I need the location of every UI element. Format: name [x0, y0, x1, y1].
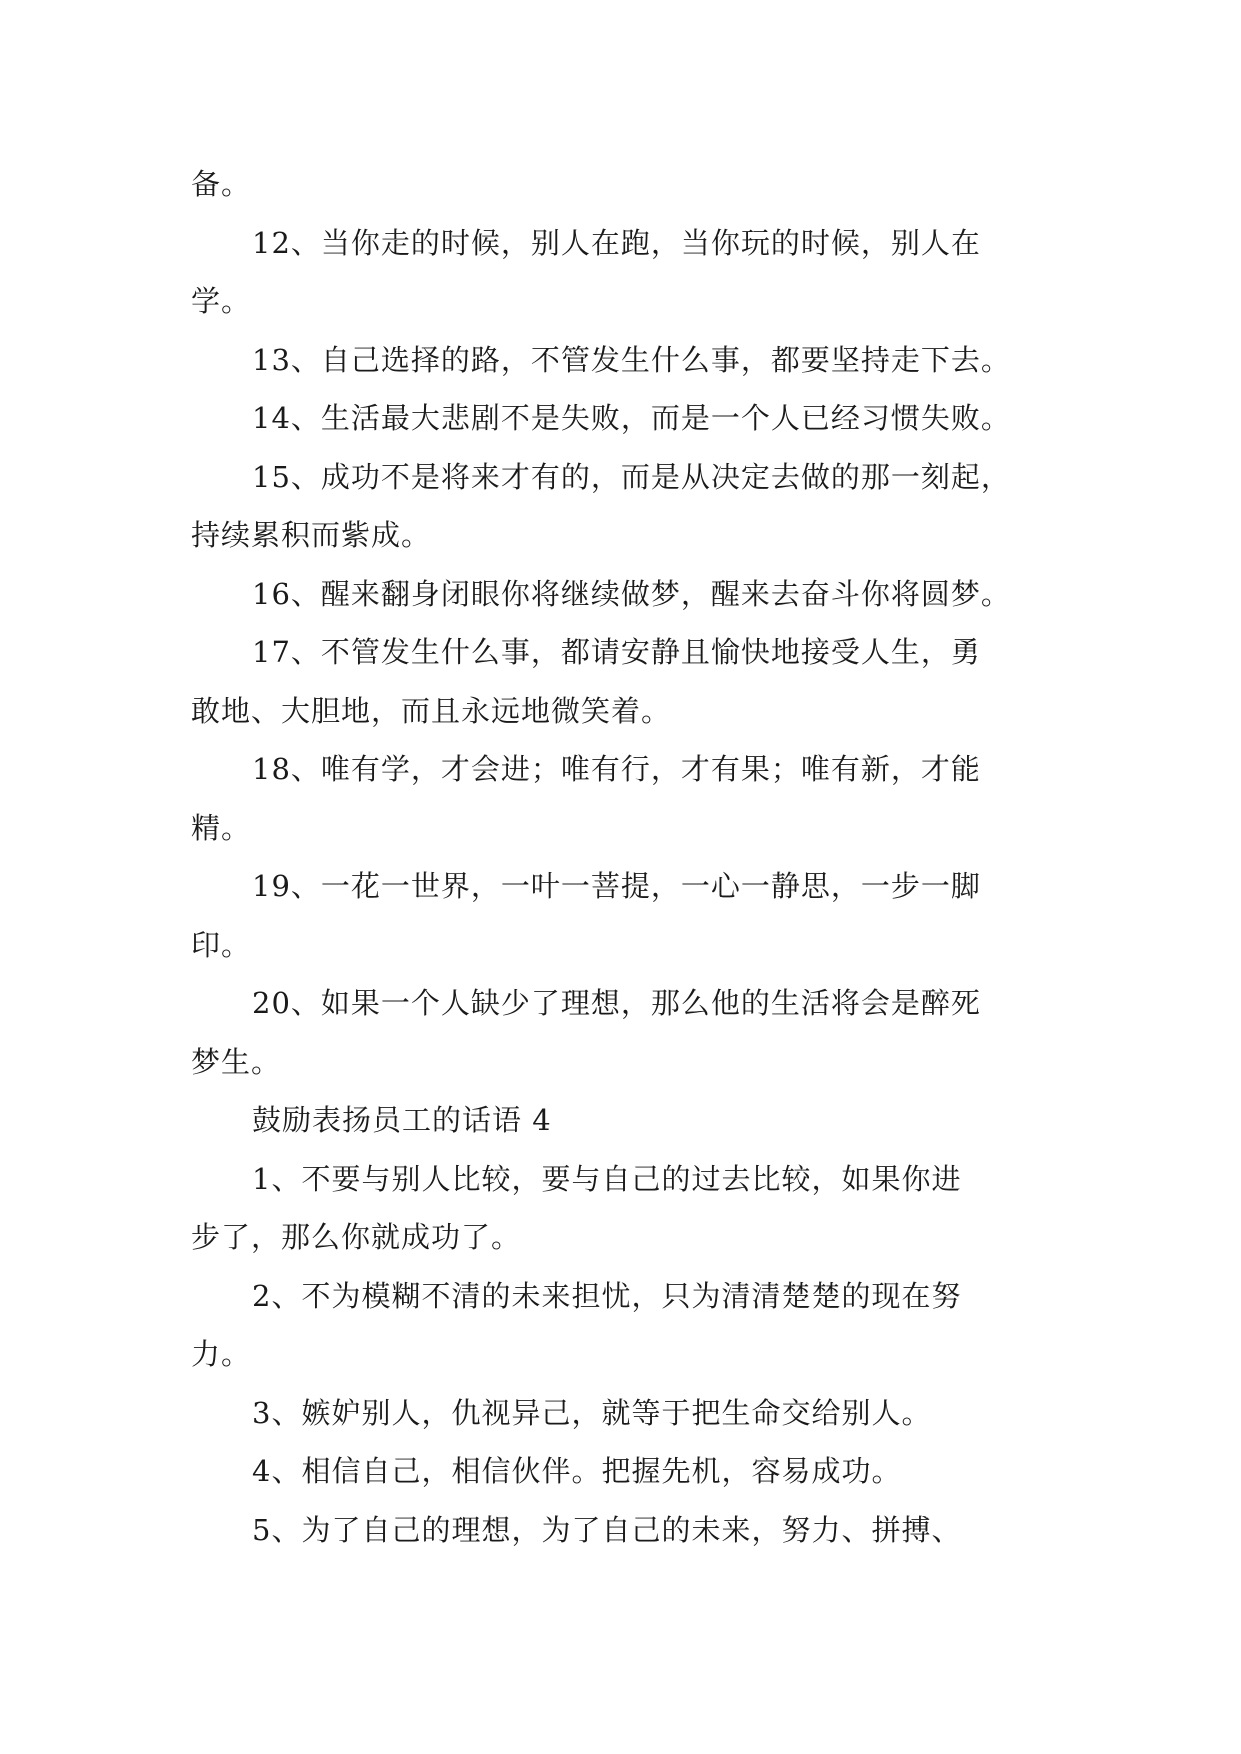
- text-line: 2、不为模糊不清的未来担忧，只为清清楚楚的现在努: [252, 1279, 962, 1313]
- text-line: 持续累积而紫成。: [191, 518, 432, 552]
- text-line: 14、生活最大悲剧不是失败，而是一个人已经习惯失败。: [252, 401, 1011, 435]
- text-line: 13、自己选择的路，不管发生什么事，都要坚持走下去。: [252, 343, 1011, 377]
- text-line: 学。: [191, 284, 252, 318]
- text-line: 梦生。: [191, 1045, 282, 1079]
- text-line: 步了，那么你就成功了。: [191, 1220, 522, 1254]
- text-line: 1、不要与别人比较，要与自己的过去比较，如果你进: [252, 1162, 962, 1196]
- text-line: 16、醒来翻身闭眼你将继续做梦，醒来去奋斗你将圆梦。: [252, 577, 1011, 611]
- text-line: 12、当你走的时候，别人在跑，当你玩的时候，别人在: [252, 226, 981, 260]
- text-line: 力。: [191, 1337, 252, 1371]
- text-line: 15、成功不是将来才有的，而是从决定去做的那一刻起，: [252, 460, 1011, 494]
- text-line: 4、相信自己，相信伙伴。把握先机，容易成功。: [252, 1454, 902, 1488]
- text-line: 印。: [191, 928, 252, 962]
- section-heading: 鼓励表扬员工的话语 4: [252, 1103, 552, 1137]
- text-line: 18、唯有学，才会进；唯有行，才有果；唯有新，才能: [252, 752, 981, 786]
- text-line: 5、为了自己的理想，为了自己的未来，努力、拼搏、: [252, 1513, 962, 1547]
- text-line: 17、不管发生什么事，都请安静且愉快地接受人生，勇: [252, 635, 981, 669]
- text-line: 敢地、大胆地，而且永远地微笑着。: [191, 694, 672, 728]
- text-line: 19、一花一世界，一叶一菩提，一心一静思，一步一脚: [252, 869, 981, 903]
- text-line: 3、嫉妒别人，仇视异己，就等于把生命交给别人。: [252, 1396, 932, 1430]
- text-line: 备。: [191, 167, 252, 201]
- text-line: 20、如果一个人缺少了理想，那么他的生活将会是醉死: [252, 986, 981, 1020]
- text-line: 精。: [191, 811, 252, 845]
